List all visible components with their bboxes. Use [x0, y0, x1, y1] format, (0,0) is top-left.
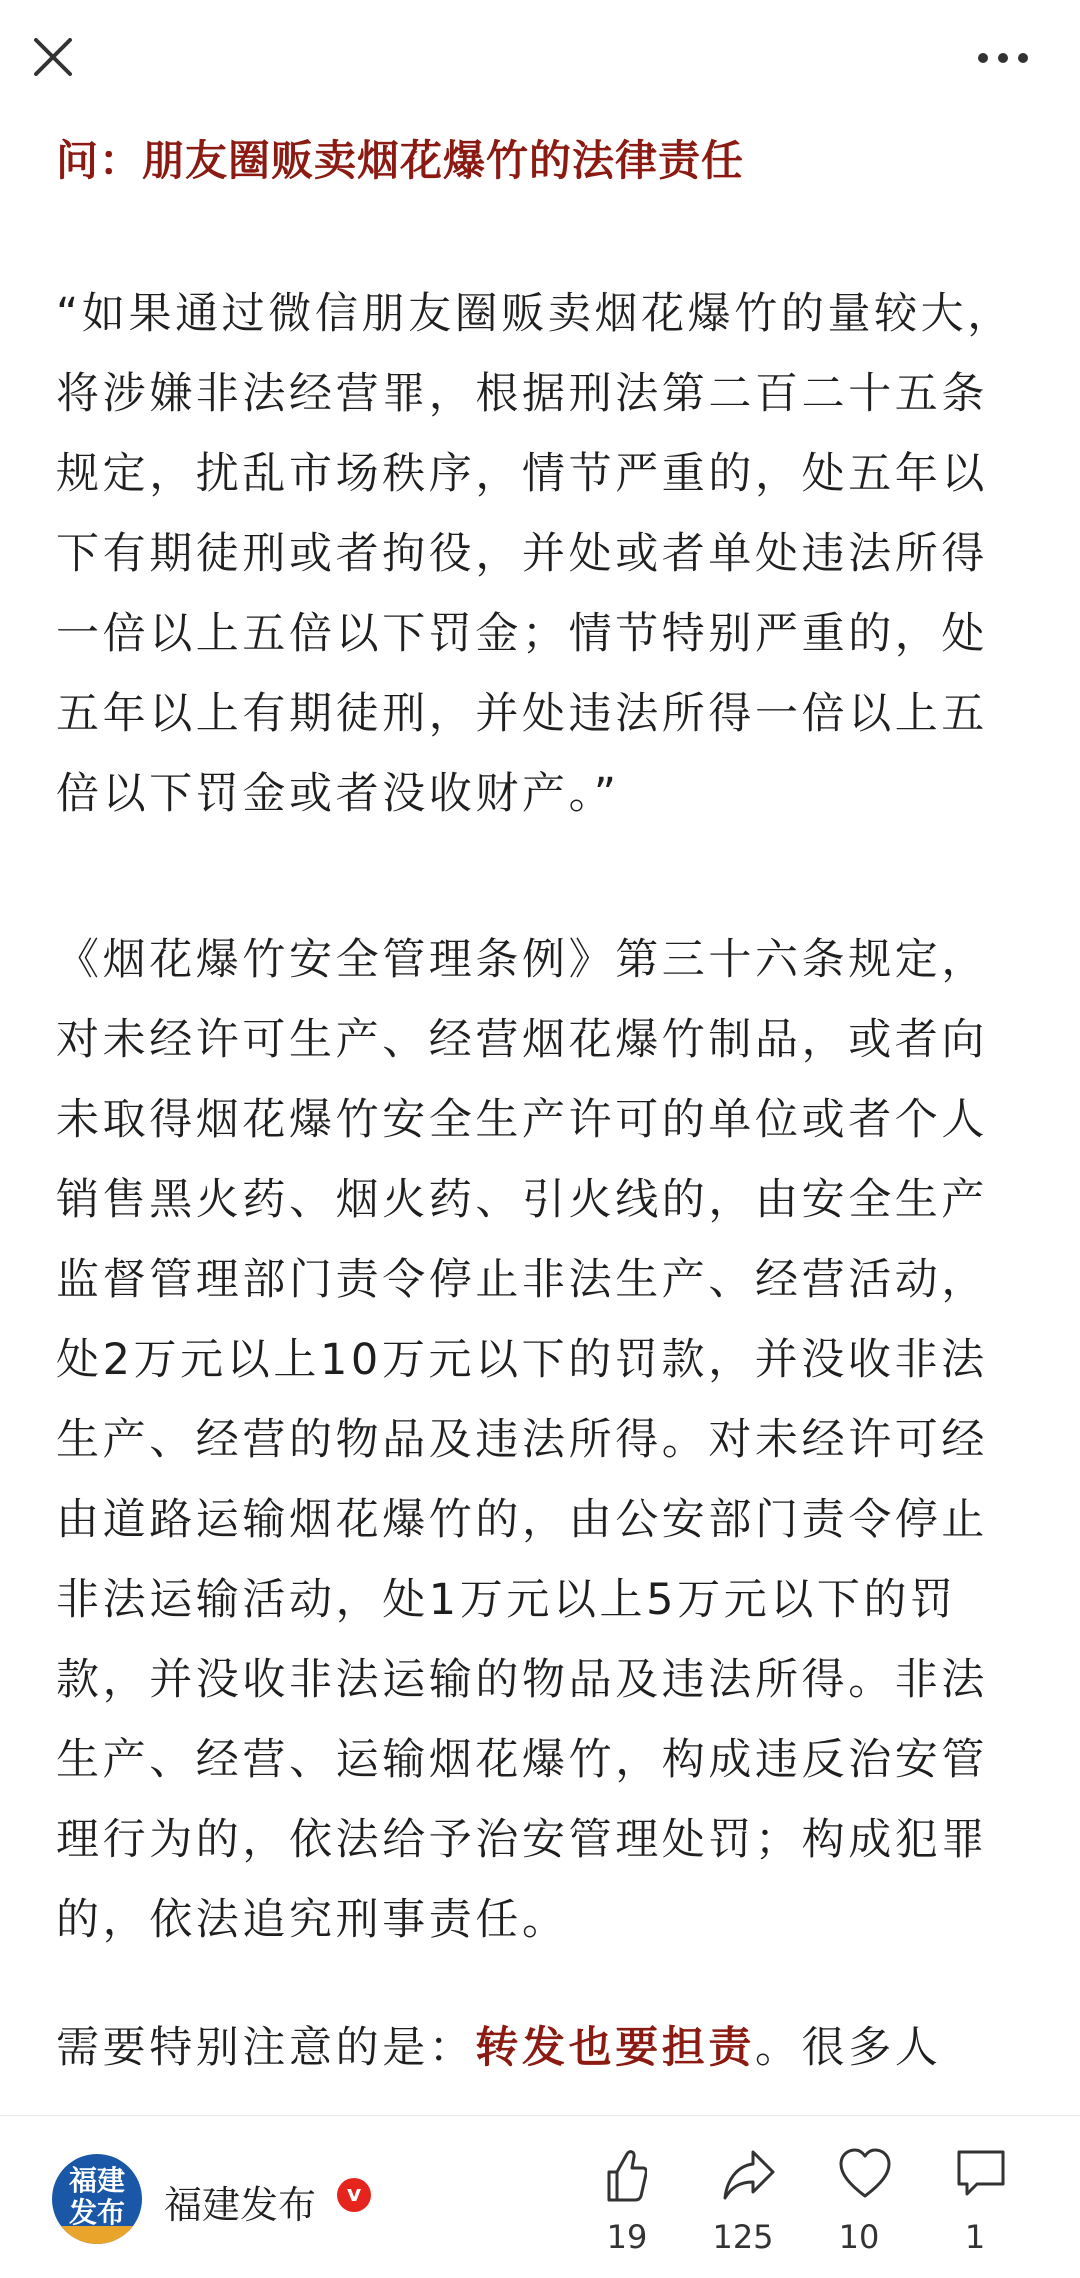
comment-bubble-icon [955, 2142, 1007, 2206]
favorite-count: 10 [838, 2218, 880, 2256]
more-options-button[interactable] [968, 28, 1038, 88]
more-dots-icon [968, 28, 1038, 88]
paragraph-forwarding-note [56, 2008, 1026, 2088]
paragraph-criminal-law: “如果通过微信朋友圈贩卖烟花爆竹的量较大，将涉嫌非法经营罪，根据刑法第二百二十五条规定，扰乱市场秩序，情节严重的，处五年以下有期徒刑或者拘役，并处或者单处违法所得一倍以上五倍以下罚金；情节特别严重的，处五年以上有期徒刑，并处违法所得一倍以上五倍以下罚金或者没收财产。” [56, 289, 1014, 819]
top-bar [0, 0, 1080, 118]
close-button[interactable] [24, 28, 84, 88]
logo-line-2: 发布 [68, 2196, 125, 2229]
like-button[interactable] [567, 2142, 687, 2262]
comment-button[interactable] [915, 2142, 1035, 2262]
share-arrow-icon [723, 2142, 775, 2206]
note-prefix: 需要特别注意的是： [56, 2023, 476, 2073]
favorite-button[interactable] [799, 2142, 919, 2262]
like-count: 19 [606, 2218, 648, 2256]
share-count: 125 [712, 2218, 774, 2256]
verified-badge-icon: v [337, 2178, 371, 2212]
note-suffix: 。很多人 [755, 2023, 942, 2073]
logo-line-1: 福建 [68, 2164, 125, 2197]
source-avatar[interactable] [52, 2154, 142, 2244]
source-name[interactable]: 福建发布 [164, 2183, 317, 2227]
heart-icon [839, 2142, 891, 2206]
share-button[interactable] [683, 2142, 803, 2262]
comment-count: 1 [964, 2218, 986, 2256]
close-icon [24, 28, 84, 88]
paragraph-regulation: 《烟花爆竹安全管理条例》第三十六条规定，对未经许可生产、经营烟花爆竹制品，或者向未取得烟花爆竹安全生产许可的单位或者个人销售黑火药、烟火药、引火线的，由安全生产监督管理部门责令停止非法生产、经营活动，处2万元以上10万元以下的罚款，并没收非法生产、经营的物品及违法所得。对未经许可经由道路运输烟花爆竹的，由公安部门责令停止非法运输活动，处1万元以上5万元以下的罚款，并没收非法运输的物品及违法所得。非法生产、经营、运输烟花爆竹，构成违反治安管理行为的，依法给予治安管理处罚；构成犯罪的，依法追究刑事责任。 [56, 935, 988, 1945]
bottom-action-bar [0, 2115, 1080, 2278]
thumbs-up-icon [607, 2142, 647, 2206]
question-title: 问：朋友圈贩卖烟花爆竹的法律责任 [56, 136, 745, 185]
note-highlight: 转发也要担责 [475, 2023, 756, 2073]
